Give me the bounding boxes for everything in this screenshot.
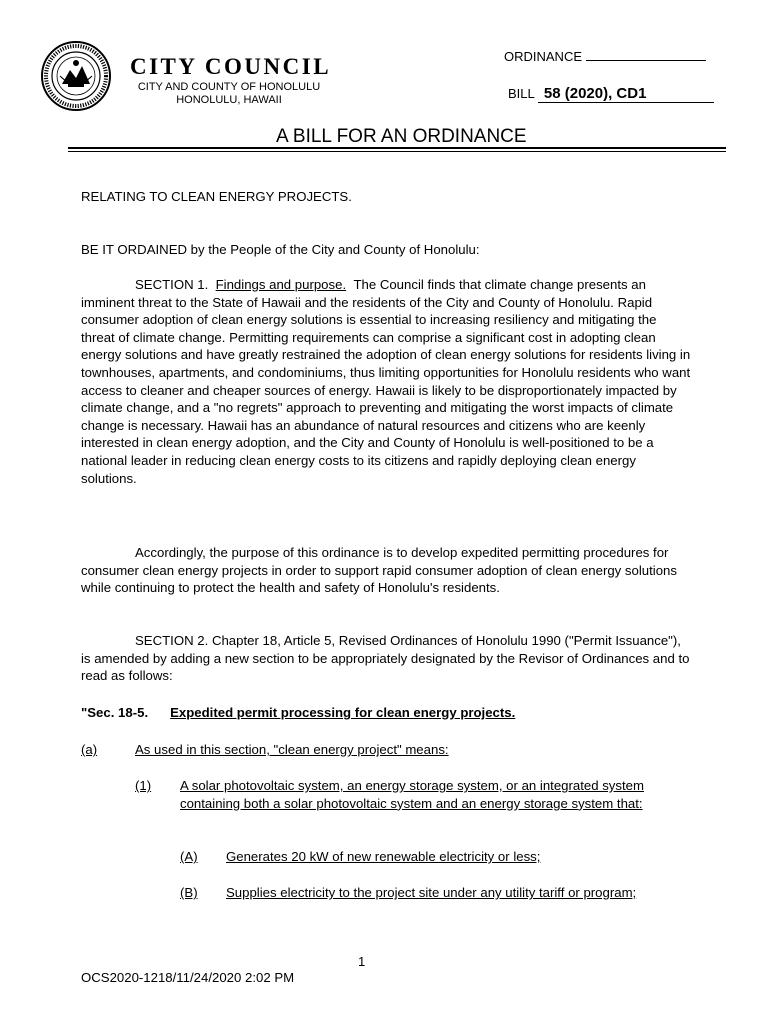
bill-number-field [508, 86, 714, 103]
page-number: 1 [358, 954, 366, 969]
heading-rule-thin [68, 151, 726, 152]
ordinance-label: ORDINANCE [504, 49, 583, 64]
bill-heading: A BILL FOR AN ORDINANCE [276, 126, 527, 147]
heading-rule-thick [68, 147, 726, 149]
item-B-text: Supplies electricity to the project site under any utility tariff or program; [226, 885, 637, 900]
bill-number: 58 (2020), CD1 [538, 86, 714, 103]
ordinance-number-field [504, 48, 706, 64]
bill-label: BILL [508, 86, 535, 101]
council-subtitle [136, 81, 322, 107]
city-seal-logo [40, 40, 112, 112]
ordinance-blank [586, 48, 706, 61]
section-2-paragraph: SECTION 2. Chapter 18, Article 5, Revised Ordinances of Honolulu 1990 ("Permit Issuance"), is amended by adding a new section to be appropriately designated by the Revisor of Ordinances and to read as follows: [81, 633, 690, 684]
new-section-heading [81, 704, 515, 722]
item-1-text: A solar photovoltaic system, an energy storage system, or an integrated system containing both a solar photovoltaic system and an energy storage system that: [180, 778, 644, 811]
council-title: CITY COUNCIL [130, 54, 332, 79]
section-1-paragraph [81, 276, 693, 487]
new-section-title: Expedited permit processing for clean energy projects. [170, 705, 516, 720]
council-sub-line2: HONOLULU, HAWAII [176, 94, 282, 106]
item-B-label: (B) [180, 885, 198, 900]
subsection-a-label: (a) [81, 742, 98, 757]
item-A-label: (A) [180, 849, 198, 864]
section-1-text: The Council finds that climate change presents an imminent threat to the State of Hawaii and the residents of the City and County of Honolulu. Rapid consumer adoption of clean energy solutions is essential to increasing resiliency and mitigating the threat of climate change. Permitting requirements can comprise a significant cost in adopting clean energy solutions and have greatly restrained the adoption of clean energy solutions for residents living in townhouses, apartments, and condominiums, thus limiting opportunities for Honolulu residents who want access to cleaner and cheaper sources of energy. Hawaii is likely to be disproportionately impacted by climate change, and a "no regrets" approach to preventing and mitigating the worst impacts of climate change is necessary. Hawaii has an abundance of natural resources and citizens who are keenly interested in clean energy adoption, and the City and County of Honolulu is well-positioned to be a national leader in reducing clean energy costs to its citizens and rapidly deploying clean energy solutions. [81, 277, 691, 486]
enacting-clause: BE IT ORDAINED by the People of the City and County of Honolulu: [81, 242, 480, 257]
relating-clause: RELATING TO CLEAN ENERGY PROJECTS. [81, 189, 352, 204]
item-A-text: Generates 20 kW of new renewable electricity or less; [226, 849, 541, 864]
section-1-prefix: SECTION 1. [135, 277, 209, 292]
item-1-label: (1) [135, 778, 152, 793]
new-section-number: "Sec. 18-5. [81, 705, 149, 720]
subsection-a-text: As used in this section, "clean energy project" means: [135, 742, 449, 757]
council-sub-line1: CITY AND COUNTY OF HONOLULU [137, 81, 321, 93]
section-1-purpose-paragraph: Accordingly, the purpose of this ordinance is to develop expedited permitting procedures for consumer clean energy projects in order to support rapid consumer adoption of clean energy solutions while continuing to protect the health and safety of Honolulu's residents. [81, 545, 677, 596]
document-footer: OCS2020-1218/11/24/2020 2:02 PM [81, 970, 295, 985]
section-1-title: Findings and purpose. [215, 277, 347, 292]
